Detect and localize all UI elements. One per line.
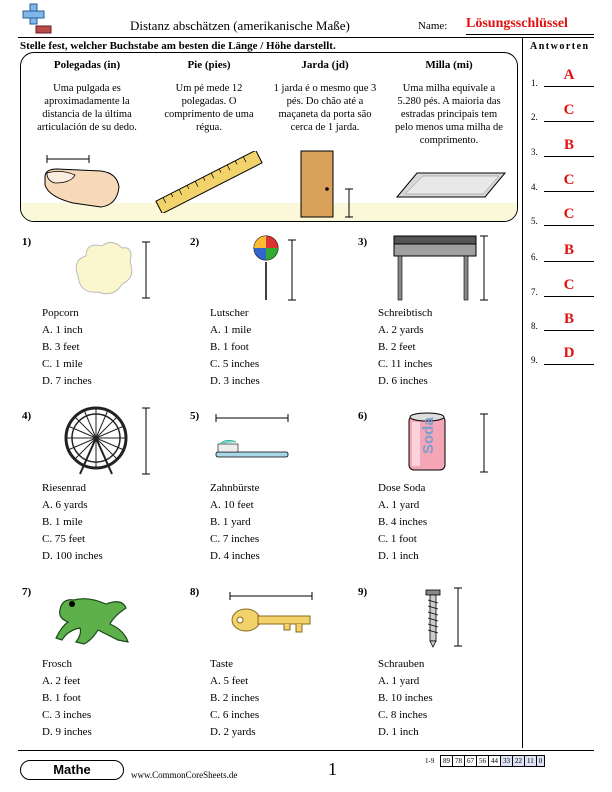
option-a: A. 6 yards [42, 499, 88, 511]
answer-key-label: Lösungsschlüssel [466, 16, 568, 31]
answer-number: 3. [531, 147, 538, 157]
reference-text: 1 jarda é o mesmo que 3 pés. Do chão até a maçaneta da porta são cerca de 1 jarda. [273, 83, 377, 133]
score-cell: 44 [489, 756, 501, 767]
answer-value: C [563, 206, 575, 222]
option-a: A. 1 mile [210, 324, 252, 336]
option-c: C. 8 inches [378, 709, 428, 721]
reference-heading: Pie (pies) [187, 59, 231, 71]
road-icon [393, 171, 509, 201]
desk-icon [390, 232, 490, 306]
answer-line [544, 330, 594, 331]
soda-can-icon [406, 410, 448, 474]
question-6 [378, 480, 427, 565]
option-c: C. 75 feet [42, 533, 86, 545]
ferris-wheel-icon [56, 404, 156, 478]
option-b: B. 10 inches [378, 692, 433, 704]
score-cell: 78 [453, 756, 465, 767]
option-d: D. 4 inches [210, 550, 260, 562]
option-c: C. 1 foot [378, 533, 417, 545]
answer-value: B [563, 242, 574, 258]
question-item-name: Schreibtisch [378, 307, 433, 319]
answer-value: C [563, 102, 575, 118]
question-number: 8) [190, 586, 200, 598]
length-marker [478, 412, 490, 476]
footer-url: www.CommonCoreSheets.de [131, 770, 238, 780]
question-number: 1) [22, 236, 32, 248]
option-c: C. 6 inches [210, 709, 260, 721]
question-number: 7) [22, 586, 32, 598]
toothbrush-icon [212, 412, 292, 468]
length-marker [286, 238, 298, 304]
answer-number: 8. [531, 321, 538, 331]
divider [18, 750, 594, 751]
frog-icon [54, 590, 134, 648]
popcorn-icon [70, 238, 160, 304]
ruler-icon [151, 151, 267, 213]
option-d: D. 3 inches [210, 375, 260, 387]
answers-heading: Antworten [530, 41, 590, 52]
answer-line [544, 225, 594, 226]
option-d: D. 6 inches [378, 375, 428, 387]
reference-text: Um pé mede 12 polegadas. O comprimento de uma régua. [164, 83, 254, 133]
answer-line [544, 191, 594, 192]
key-icon [226, 588, 316, 648]
option-c: C. 1 mile [42, 358, 83, 370]
reference-text: Uma pulgada es aproximadamente la distancia de la última articulación de su dedo. [37, 83, 137, 133]
option-d: D. 1 inch [378, 726, 419, 738]
option-b: B. 2 feet [378, 341, 416, 353]
question-number: 3) [358, 236, 368, 248]
option-b: B. 3 feet [42, 341, 80, 353]
option-d: D. 7 inches [42, 375, 92, 387]
option-c: C. 11 inches [378, 358, 433, 370]
score-range: 1-9 [425, 757, 435, 765]
question-4 [42, 480, 103, 565]
score-cell: 89 [441, 756, 453, 767]
answer-number: 2. [531, 112, 538, 122]
door-icon [297, 149, 367, 221]
name-label: Name: [418, 20, 448, 32]
reference-heading: Milla (mi) [425, 59, 473, 71]
option-a: A. 10 feet [210, 499, 254, 511]
answer-line [544, 156, 594, 157]
answer-line [544, 121, 594, 122]
answer-number: 4. [531, 182, 538, 192]
question-3 [378, 305, 432, 390]
question-item-name: Frosch [42, 658, 72, 670]
option-a: A. 1 yard [378, 499, 420, 511]
question-number: 4) [22, 410, 32, 422]
soda-label: Soda [420, 417, 437, 454]
option-c: C. 5 inches [210, 358, 260, 370]
name-line [466, 34, 594, 35]
option-b: B. 1 yard [210, 516, 251, 528]
question-item-name: Lutscher [210, 307, 249, 319]
option-b: B. 1 mile [42, 516, 83, 528]
reference-text: Uma milha equivale a 5.280 pés. A maioria das estradas principais tem pelo menos uma milha de comprimento. [395, 83, 503, 146]
answer-number: 7. [531, 287, 538, 297]
reference-box [20, 52, 518, 222]
option-c: C. 3 inches [42, 709, 92, 721]
page-number: 1 [328, 759, 337, 779]
screw-icon [418, 584, 478, 650]
question-7 [42, 656, 92, 741]
question-item-name: Dose Soda [378, 482, 426, 494]
option-b: B. 4 inches [378, 516, 428, 528]
question-item-name: Zahnbürste [210, 482, 260, 494]
page-title: Distanz abschätzen (amerikanische Maße) [130, 18, 350, 33]
answer-value: C [563, 277, 575, 293]
option-a: A. 2 yards [378, 324, 424, 336]
reference-foot [153, 59, 265, 134]
question-item-name: Taste [210, 658, 234, 670]
answer-line [544, 86, 594, 87]
answer-value: B [563, 137, 574, 153]
option-a: A. 1 inch [42, 324, 83, 336]
question-number: 5) [190, 410, 200, 422]
question-item-name: Popcorn [42, 307, 79, 319]
question-item-name: Riesenrad [42, 482, 86, 494]
question-5 [210, 480, 260, 565]
option-d: D. 2 yards [210, 726, 256, 738]
divider [522, 37, 523, 748]
score-cell: 56 [477, 756, 489, 767]
score-cell: 22 [513, 756, 525, 767]
reference-inch [31, 59, 143, 134]
score-cell: 67 [465, 756, 477, 767]
lollipop-icon [246, 232, 286, 304]
answer-line [544, 364, 594, 365]
answer-line [544, 261, 594, 262]
question-1 [42, 305, 92, 390]
reference-heading: Polegadas (in) [53, 59, 121, 71]
question-item-name: Schrauben [378, 658, 425, 670]
option-a: A. 1 yard [378, 675, 420, 687]
reference-yard [269, 59, 381, 134]
option-b: B. 1 foot [210, 341, 249, 353]
footer-brand: Mathe [20, 760, 124, 780]
question-9 [378, 656, 433, 741]
question-number: 6) [358, 410, 368, 422]
option-d: D. 100 inches [42, 550, 103, 562]
question-2 [210, 305, 260, 390]
reference-heading: Jarda (jd) [301, 59, 349, 71]
logo-icon [20, 2, 52, 41]
option-a: A. 5 feet [210, 675, 249, 687]
option-c: C. 7 inches [210, 533, 260, 545]
answer-value: D [563, 345, 575, 361]
score-cell: 0 [536, 756, 545, 767]
option-a: A. 2 feet [42, 675, 81, 687]
answer-value: A [563, 67, 575, 83]
divider [18, 37, 594, 38]
instructions: Stelle fest, welcher Buchstabe am besten die Länge / Höhe darstellt. [20, 40, 336, 52]
answer-number: 1. [531, 78, 538, 88]
question-8 [210, 656, 259, 741]
option-d: D. 1 inch [378, 550, 419, 562]
answer-value: C [563, 172, 575, 188]
answer-number: 6. [531, 252, 538, 262]
question-number: 2) [190, 236, 200, 248]
answer-value: B [563, 311, 574, 327]
score-table [440, 755, 545, 767]
question-number: 9) [358, 586, 368, 598]
finger-icon [43, 151, 123, 211]
score-cell: 11 [525, 756, 537, 767]
option-b: B. 1 foot [42, 692, 81, 704]
answer-number: 9. [531, 355, 538, 365]
reference-mile [393, 59, 505, 147]
score-cell: 33 [501, 756, 513, 767]
option-d: D. 9 inches [42, 726, 92, 738]
option-b: B. 2 inches [210, 692, 260, 704]
answer-line [544, 296, 594, 297]
answer-number: 5. [531, 216, 538, 226]
